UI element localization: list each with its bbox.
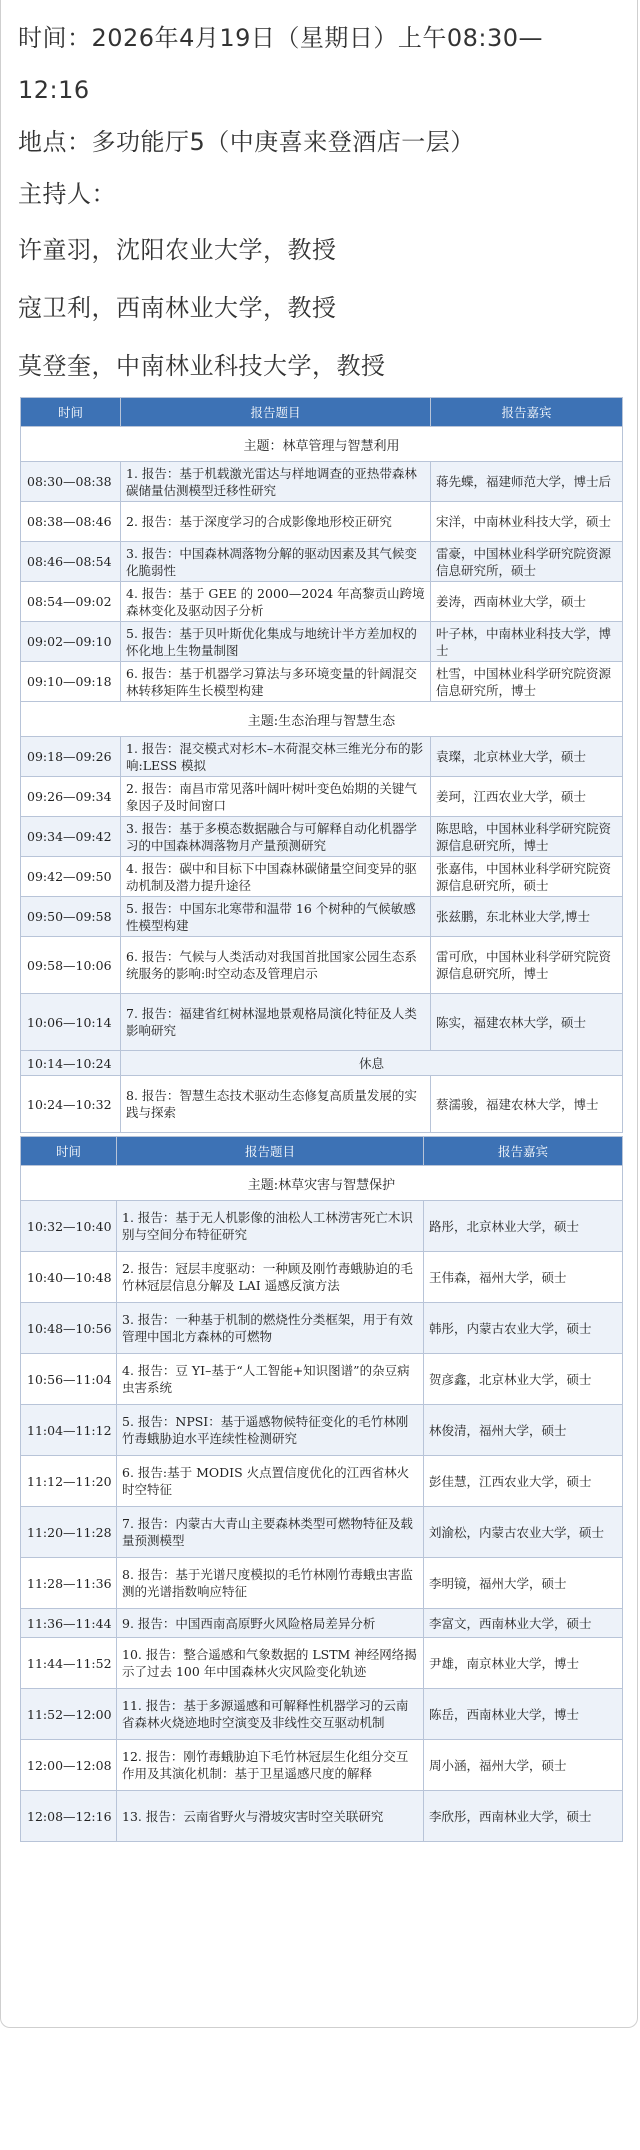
break-row: [21, 1051, 623, 1076]
talk-topic: 6. 报告:基于 MODIS 火点置信度优化的江西省林火时空特征: [117, 1456, 424, 1507]
talk-speaker: 刘渝松，内蒙古农业大学，硕士: [424, 1507, 623, 1558]
table-row: [21, 1689, 623, 1740]
table-row: [21, 502, 623, 542]
talk-topic: 2. 报告：基于深度学习的合成影像地形校正研究: [121, 502, 431, 542]
talk-topic: 8. 报告：基于光谱尺度模拟的毛竹林刚竹毒蛾虫害监测的光谱指数响应特征: [117, 1558, 424, 1609]
talk-speaker: 姜涛，西南林业大学，硕士: [431, 582, 623, 622]
theme-row: [21, 1166, 623, 1201]
talk-speaker: 陈岳，西南林业大学，博士: [424, 1689, 623, 1740]
table-row: [21, 1558, 623, 1609]
talk-time: 08:38—08:46: [21, 502, 121, 542]
talk-speaker: 周小涵，福州大学，硕士: [424, 1740, 623, 1791]
talk-time: 10:40—10:48: [21, 1252, 117, 1303]
talk-speaker: 张嘉伟，中国林业科学研究院资源信息研究所，硕士: [431, 857, 623, 897]
talk-topic: 13. 报告：云南省野火与滑坡灾害时空关联研究: [117, 1791, 424, 1842]
table-row: [21, 1638, 623, 1689]
table-row: [21, 1303, 623, 1354]
talk-speaker: 雷豪，中国林业科学研究院资源信息研究所，硕士: [431, 542, 623, 582]
talk-time: 10:56—11:04: [21, 1354, 117, 1405]
talk-topic: 6. 报告：气候与人类活动对我国首批国家公园生态系统服务的影响:时空动态及管理启示: [121, 937, 431, 994]
talk-time: 10:48—10:56: [21, 1303, 117, 1354]
host-1: 许童羽，沈阳农业大学，教授: [18, 236, 337, 264]
header-time: 时间: [21, 1137, 117, 1166]
talk-topic: 5. 报告：中国东北寒带和温带 16 个树种的气候敏感性模型构建: [121, 897, 431, 937]
header-topic: 报告题目: [117, 1137, 424, 1166]
table-header-row: [21, 398, 623, 427]
talk-speaker: 彭佳慧，江西农业大学，硕士: [424, 1456, 623, 1507]
talk-time: 11:44—11:52: [21, 1638, 117, 1689]
talk-topic: 3. 报告：中国森林凋落物分解的驱动因素及其气候变化脆弱性: [121, 542, 431, 582]
header-speaker: 报告嘉宾: [431, 398, 623, 427]
talk-topic: 4. 报告：碳中和目标下中国森林碳储量空间变异的驱动机制及潜力提升途径: [121, 857, 431, 897]
table-row: [21, 857, 623, 897]
talk-time: 09:26—09:34: [21, 777, 121, 817]
talk-time: 11:36—11:44: [21, 1609, 117, 1638]
talk-topic: 2. 报告：南昌市常见落叶阔叶树叶变色始期的关键气象因子及时间窗口: [121, 777, 431, 817]
talk-topic: 9. 报告：中国西南高原野火风险格局差异分析: [117, 1609, 424, 1638]
talk-speaker: 韩彤，内蒙古农业大学，硕士: [424, 1303, 623, 1354]
table-header-row: [21, 1137, 623, 1166]
talk-topic: 10. 报告：整合遥感和气象数据的 LSTM 神经网络揭示了过去 100 年中国森林火灾风险变化轨迹: [117, 1638, 424, 1689]
talk-time: 11:12—11:20: [21, 1456, 117, 1507]
talk-speaker: 王伟森，福州大学，硕士: [424, 1252, 623, 1303]
talk-topic: 7. 报告：福建省红树林湿地景观格局演化特征及人类影响研究: [121, 994, 431, 1051]
talk-speaker: 林俊清，福州大学，硕士: [424, 1405, 623, 1456]
table-row: [21, 897, 623, 937]
talk-speaker: 陈思晗，中国林业科学研究院资源信息研究所，博士: [431, 817, 623, 857]
talk-speaker: 叶子林，中南林业科技大学，博士: [431, 622, 623, 662]
schedule-table-1: [20, 397, 623, 1133]
table-row: [21, 1609, 623, 1638]
theme-row: [21, 702, 623, 737]
talk-speaker: 蒋先蝶，福建师范大学，博士后: [431, 462, 623, 502]
talk-time: 09:10—09:18: [21, 662, 121, 702]
table-row: [21, 662, 623, 702]
break-label: 休息: [121, 1051, 623, 1076]
time-line-continued: 12:16: [18, 76, 90, 104]
table-row: [21, 1791, 623, 1842]
location-line: 地点：多功能厅5（中庚喜来登酒店一层）: [18, 128, 475, 156]
header-time: 时间: [21, 398, 121, 427]
table-row: [21, 542, 623, 582]
talk-time: 10:32—10:40: [21, 1201, 117, 1252]
talk-time: 10:06—10:14: [21, 994, 121, 1051]
table-row: [21, 582, 623, 622]
table-row: [21, 1354, 623, 1405]
talk-topic: 3. 报告：基于多模态数据融合与可解释自动化机器学习的中国森林凋落物月产量预测研究: [121, 817, 431, 857]
talk-time: 09:58—10:06: [21, 937, 121, 994]
break-time: 10:14—10:24: [21, 1051, 121, 1076]
talk-topic: 6. 报告：基于机器学习算法与多环境变量的针阔混交林转移矩阵生长模型构建: [121, 662, 431, 702]
talk-time: 11:20—11:28: [21, 1507, 117, 1558]
talk-topic: 8. 报告：智慧生态技术驱动生态修复高质量发展的实践与探索: [121, 1076, 431, 1133]
theme-title: 主题：林草管理与智慧利用: [21, 427, 623, 462]
talk-topic: 7. 报告：内蒙古大青山主要森林类型可燃物特征及载量预测模型: [117, 1507, 424, 1558]
talk-speaker: 尹雄，南京林业大学，博士: [424, 1638, 623, 1689]
theme-title: 主题:生态治理与智慧生态: [21, 702, 623, 737]
schedule-table-2: [20, 1136, 623, 1842]
talk-speaker: 雷可欣，中国林业科学研究院资源信息研究所，博士: [431, 937, 623, 994]
talk-speaker: 李明镜，福州大学，硕士: [424, 1558, 623, 1609]
talk-topic: 12. 报告：刚竹毒蛾胁迫下毛竹林冠层生化组分交互作用及其演化机制：基于卫星遥感尺度的解释: [117, 1740, 424, 1791]
table-row: [21, 1252, 623, 1303]
talk-speaker: 杜雪，中国林业科学研究院资源信息研究所，博士: [431, 662, 623, 702]
talk-time: 09:18—09:26: [21, 737, 121, 777]
talk-topic: 4. 报告：基于 GEE 的 2000—2024 年高黎贡山跨境森林变化及驱动因子分析: [121, 582, 431, 622]
table-row: [21, 817, 623, 857]
theme-row: [21, 427, 623, 462]
talk-speaker: 陈实，福建农林大学，硕士: [431, 994, 623, 1051]
talk-speaker: 张兹鹏，东北林业大学,博士: [431, 897, 623, 937]
talk-time: 12:00—12:08: [21, 1740, 117, 1791]
talk-topic: 1. 报告：基于无人机影像的油松人工林涝害死亡木识别与空间分布特征研究: [117, 1201, 424, 1252]
talk-time: 08:30—08:38: [21, 462, 121, 502]
talk-speaker: 李富文，西南林业大学，硕士: [424, 1609, 623, 1638]
table-row: [21, 1201, 623, 1252]
talk-speaker: 蔡濡骏，福建农林大学，博士: [431, 1076, 623, 1133]
talk-time: 09:50—09:58: [21, 897, 121, 937]
table-row: [21, 777, 623, 817]
talk-time: 11:28—11:36: [21, 1558, 117, 1609]
header-speaker: 报告嘉宾: [424, 1137, 623, 1166]
talk-topic: 11. 报告：基于多源遥感和可解释性机器学习的云南省森林火烧迹地时空演变及非线性交互驱动机制: [117, 1689, 424, 1740]
talk-topic: 3. 报告：一种基于机制的燃烧性分类框架，用于有效管理中国北方森林的可燃物: [117, 1303, 424, 1354]
talk-time: 12:08—12:16: [21, 1791, 117, 1842]
host-2: 寇卫利，西南林业大学，教授: [18, 294, 337, 322]
talk-topic: 4. 报告：豆 YI–基于“人工智能+知识图谱”的杂豆病虫害系统: [117, 1354, 424, 1405]
talk-time: 08:46—08:54: [21, 542, 121, 582]
table-row: [21, 1507, 623, 1558]
talk-time: 09:02—09:10: [21, 622, 121, 662]
table-row: [21, 1740, 623, 1791]
talk-speaker: 袁璨，北京林业大学，硕士: [431, 737, 623, 777]
table-row: [21, 994, 623, 1051]
talk-time: 11:04—11:12: [21, 1405, 117, 1456]
table-row: [21, 1456, 623, 1507]
time-line: 时间：2026年4月19日（星期日）上午08:30—: [18, 24, 544, 52]
talk-speaker: 路彤，北京林业大学，硕士: [424, 1201, 623, 1252]
talk-speaker: 贺彦鑫，北京林业大学，硕士: [424, 1354, 623, 1405]
talk-time: 10:24—10:32: [21, 1076, 121, 1133]
talk-speaker: 李欣彤，西南林业大学，硕士: [424, 1791, 623, 1842]
table-row: [21, 622, 623, 662]
host-3: 莫登奎，中南林业科技大学，教授: [18, 352, 386, 380]
header-topic: 报告题目: [121, 398, 431, 427]
talk-topic: 1. 报告：混交模式对杉木–木荷混交林三维光分布的影响:LESS 模拟: [121, 737, 431, 777]
table-row: [21, 1405, 623, 1456]
table-row: [21, 1076, 623, 1133]
table-row: [21, 737, 623, 777]
table-row: [21, 462, 623, 502]
talk-topic: 1. 报告：基于机载激光雷达与样地调查的亚热带森林碳储量估测模型迁移性研究: [121, 462, 431, 502]
talk-time: 09:42—09:50: [21, 857, 121, 897]
talk-time: 08:54—09:02: [21, 582, 121, 622]
talk-speaker: 宋洋，中南林业科技大学，硕士: [431, 502, 623, 542]
table-row: [21, 937, 623, 994]
talk-topic: 5. 报告：NPSI：基于遥感物候特征变化的毛竹林刚竹毒蛾胁迫水平连续性检测研究: [117, 1405, 424, 1456]
talk-topic: 2. 报告：冠层丰度驱动：一种顾及刚竹毒蛾胁迫的毛竹林冠层信息分解及 LAI 遥感反演方法: [117, 1252, 424, 1303]
theme-title: 主题:林草灾害与智慧保护: [21, 1166, 623, 1201]
talk-speaker: 姜珂，江西农业大学，硕士: [431, 777, 623, 817]
talk-time: 09:34—09:42: [21, 817, 121, 857]
hosts-label: 主持人：: [18, 180, 116, 208]
talk-topic: 5. 报告：基于贝叶斯优化集成与地统计半方差加权的怀化地上生物量制图: [121, 622, 431, 662]
talk-time: 11:52—12:00: [21, 1689, 117, 1740]
